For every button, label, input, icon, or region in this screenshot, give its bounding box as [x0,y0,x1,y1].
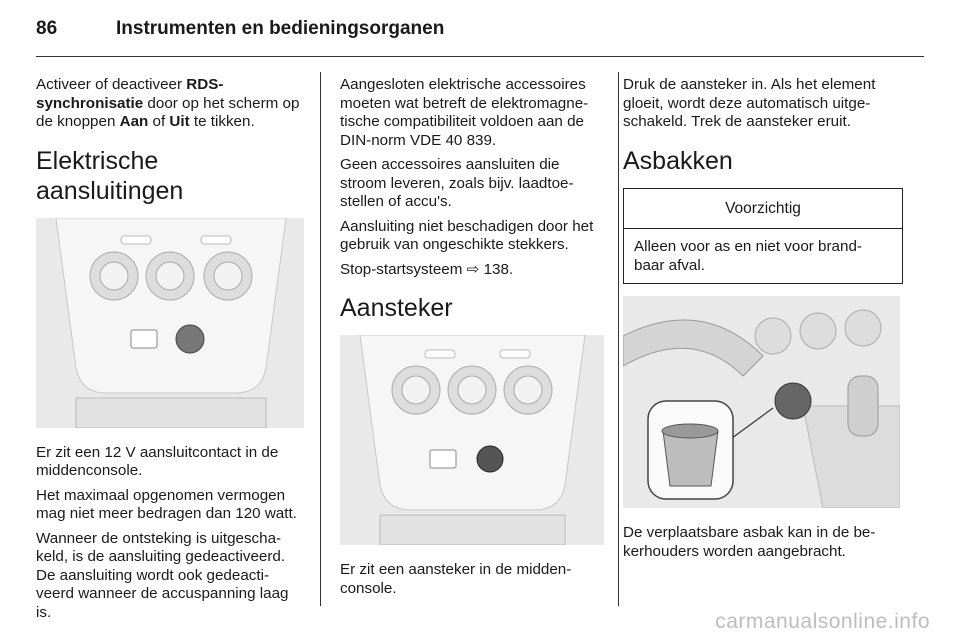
paragraph: Er zit een aansteker in de midden-console. [340,561,572,597]
paragraph: Aangesloten elektrische accessoires moeten wat betreft de elektromagne-tische compatibiliteit voldoen aan de DIN-norm VDE 40 839. [340,76,589,149]
caution-title: Voorzichtig [624,189,902,230]
power-outlet-illustration [36,218,304,428]
paragraph: Er zit een 12 V aansluitcontact in de middenconsole. [36,443,279,479]
page-reference: 138. [483,260,514,278]
column-3 [623,76,903,567]
paragraph: Het maximaal opgenomen vermogen mag niet meer bedragen dan 120 watt. [36,486,297,522]
paragraph: De verplaatsbare asbak kan in de be-kerhouders worden aangebracht. [623,524,876,560]
ashtray-illustration [623,296,900,508]
paragraph: Geen accessoires aansluiten die stroom leveren, zoals bijv. laadtoe-stellen of accu's. [340,156,574,210]
caution-box [623,188,903,285]
rds-term: RDS-synchronisatie [36,76,224,112]
paragraph: Aansluiting niet beschadigen door het gebruik van ongeschikte stekkers. [340,217,594,253]
heading-ashtrays: Asbakken [623,146,733,175]
page-title: Instrumenten en bedieningsorganen [116,18,445,39]
page-header [36,18,444,46]
column-2 [340,76,604,604]
watermark: carmanualsonline.info [715,610,930,633]
cigarette-lighter-illustration [340,335,604,545]
column-1 [36,76,304,628]
header-rule [36,56,924,57]
on-term: Aan [119,113,149,130]
arrow-icon: ⇨ [466,260,484,278]
cross-reference-paragraph: Stop-startsysteem ⇨ 138. [340,260,514,278]
column-divider [618,72,619,606]
paragraph: Druk de aansteker in. Als het element gloeit, wordt deze automatisch uitge-schakeld. Trek de aansteker eruit. [623,76,876,130]
column-divider [320,72,321,606]
paragraph: Wanneer de ontsteking is uitgescha-keld, is de aansluiting gedeactiveerd. De aansluiting wordt ook gedeacti-veerd wanneer de accuspanning laag is. [36,529,289,621]
page-number: 86 [36,18,58,39]
intro-paragraph: Activeer of deactiveer RDS-synchronisatie door op het scherm op de knoppen Aan of Uit te tikken. [36,76,300,130]
caution-text: Alleen voor as en niet voor brand-baar afval. [634,238,862,274]
heading-power-outlets: Elektrische aansluitingen [36,146,184,205]
off-term: Uit [169,113,190,130]
heading-lighter: Aansteker [340,294,453,322]
